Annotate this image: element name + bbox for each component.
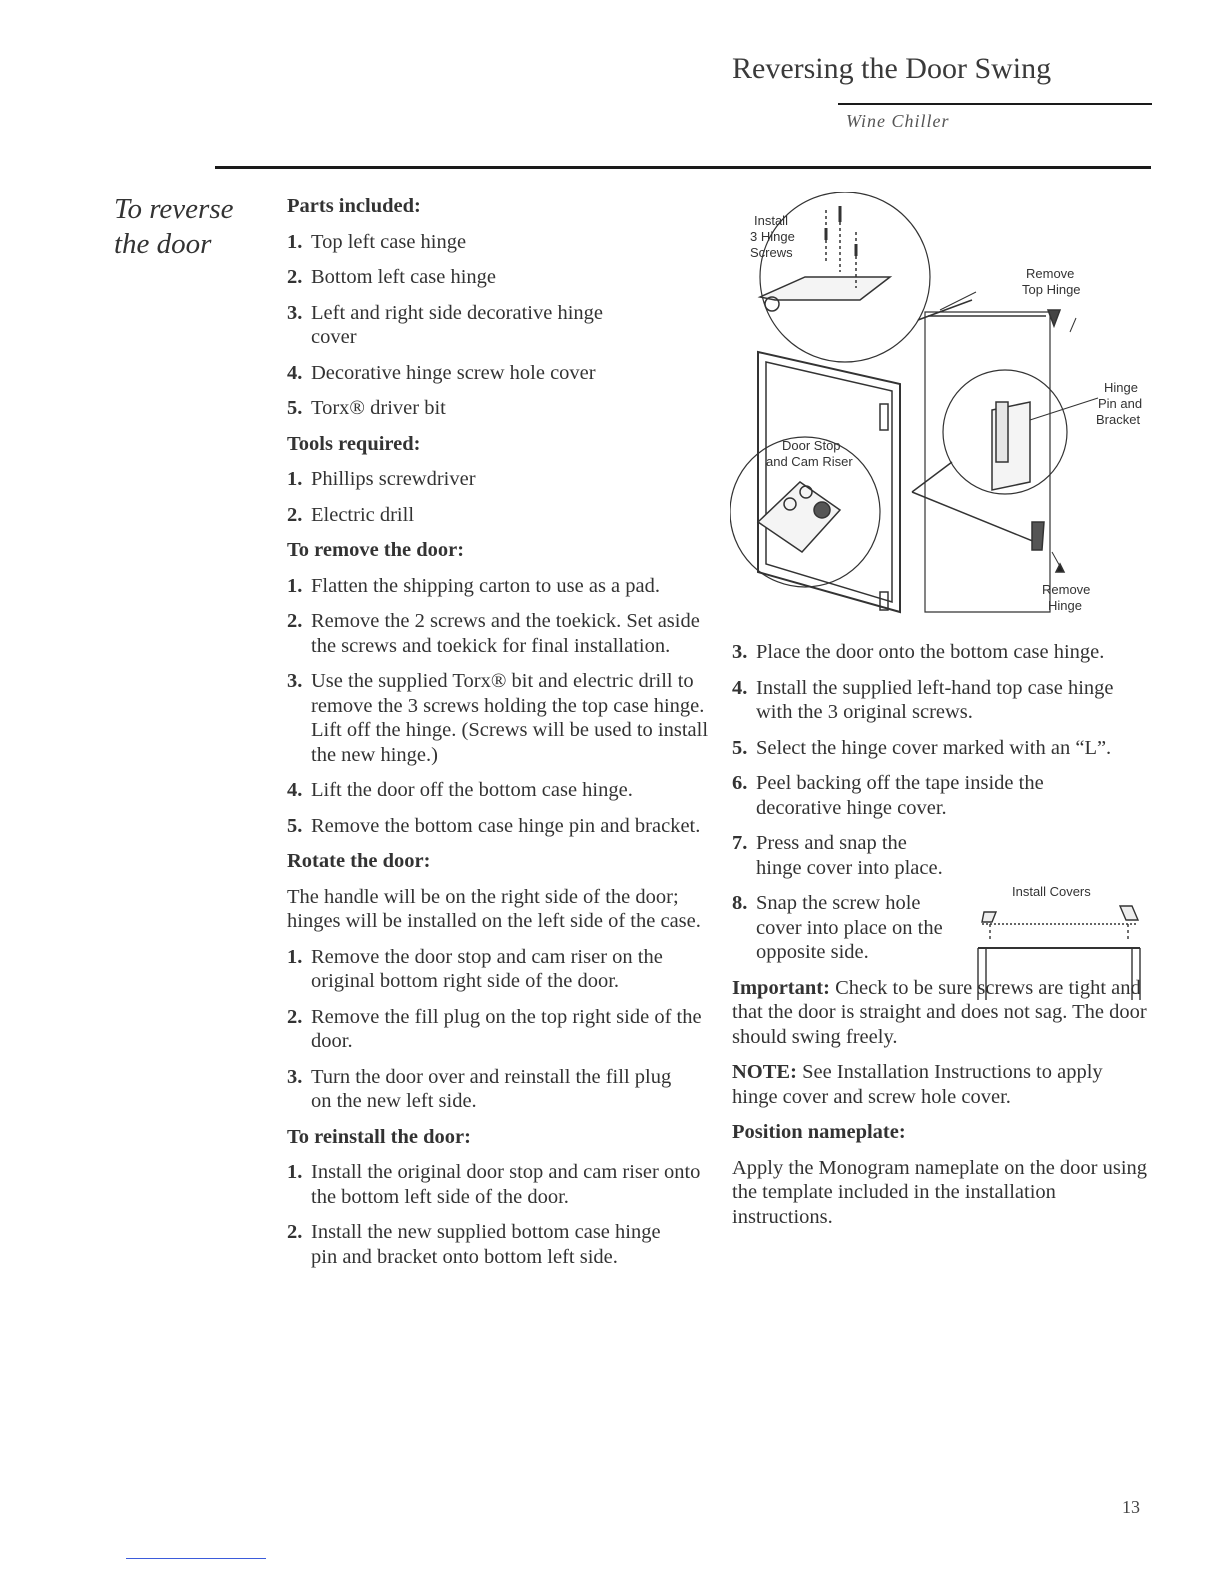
label-door-stop-2: and Cam Riser xyxy=(766,454,853,469)
list-item: 1. Phillips screwdriver xyxy=(287,468,476,490)
list-item: 1. Flatten the shipping carton to use as a pad. xyxy=(287,574,660,597)
list-item: 2. Electric drill xyxy=(287,503,415,526)
covers-diagram-svg xyxy=(970,876,1150,1016)
page-subtitle: Wine Chiller xyxy=(846,111,950,131)
header-rule-short xyxy=(838,103,1152,105)
nameplate-heading: Position nameplate: xyxy=(732,1121,906,1143)
header-rule-long xyxy=(215,166,1151,169)
footer-rule xyxy=(126,1558,266,1559)
note-paragraph: NOTE: See Installation Instructions to apply hinge cover and screw hole cover. xyxy=(732,1061,1103,1108)
label-install-2: 3 Hinge xyxy=(750,229,795,244)
page-number: 13 xyxy=(1122,1497,1140,1517)
remove-door-heading: To remove the door: xyxy=(287,539,465,561)
list-item: 3. Left and right side decorative hinge cover xyxy=(287,301,604,348)
reinstall-door-heading: To reinstall the door: xyxy=(287,1125,471,1148)
list-item: 1. Install the original door stop and cam riser onto the bottom left side of the door. xyxy=(287,1161,701,1208)
list-item: 5. Remove the bottom case hinge pin and bracket. xyxy=(287,814,701,837)
tools-heading: Tools required: xyxy=(287,432,421,455)
list-item: 2. Bottom left case hinge xyxy=(287,266,497,288)
list-item: 3. Turn the door over and reinstall the fill plug on the new left side. xyxy=(287,1065,672,1112)
important-paragraph: Important: Check to be sure screws are tight and that the door is straight and does not sag. The door should swing freely. xyxy=(732,976,1147,1048)
label-install-covers: Install Covers xyxy=(1012,884,1091,899)
list-item: 4. Install the supplied left-hand top case hinge with the 3 original screws. xyxy=(732,676,1114,723)
label-hinge-pin-1: Hinge xyxy=(1104,380,1138,395)
list-item: 1. Remove the door stop and cam riser on the original bottom right side of the door. xyxy=(287,945,663,992)
left-column xyxy=(287,194,717,1280)
page-title: Reversing the Door Swing xyxy=(732,52,1052,85)
install-covers-diagram xyxy=(970,876,1150,1016)
list-item: 3. Use the supplied Torx® bit and electric drill to remove the 3 screws holding the top case hinge. Lift off the hinge. (Screws will be used to install the new hinge.) xyxy=(287,670,709,766)
list-item: 1. Top left case hinge xyxy=(287,230,467,253)
label-install-3: Screws xyxy=(750,245,793,260)
list-item: 4. Lift the door off the bottom case hinge. xyxy=(287,779,633,801)
nameplate-paragraph: Apply the Monogram nameplate on the door using the template included in the installation instructions. xyxy=(732,1156,1148,1228)
list-item: 2. Remove the fill plug on the top right side of the door. xyxy=(287,1005,702,1052)
parts-heading: Parts included: xyxy=(287,195,421,217)
list-item: 7. Press and snap the hinge cover into place. xyxy=(732,832,943,879)
list-item: 6. Peel backing off the tape inside the decorative hinge cover. xyxy=(732,772,1044,819)
list-item: 2. Install the new supplied bottom case hinge pin and bracket onto bottom left side. xyxy=(287,1221,661,1268)
list-item: 3. Place the door onto the bottom case hinge. xyxy=(732,641,1105,663)
door-diagram-svg xyxy=(730,192,1150,622)
label-remove-top-1: Remove xyxy=(1026,266,1075,281)
list-item: 4. Decorative hinge screw hole cover xyxy=(287,361,596,384)
door-hinge-diagram xyxy=(730,192,1150,622)
rotate-door-heading: Rotate the door: xyxy=(287,850,431,872)
label-door-stop-1: Door Stop xyxy=(782,438,841,453)
list-item: 5. Select the hinge cover marked with an “L”. xyxy=(732,736,1112,759)
label-remove-hinge-1: Remove xyxy=(1042,582,1091,597)
label-remove-hinge-2: Hinge xyxy=(1048,598,1082,613)
section-heading: To reverse the door xyxy=(114,193,234,260)
list-item: 8. Snap the screw hole cover into place on the opposite side. xyxy=(732,892,943,963)
list-item: 5. Torx® driver bit xyxy=(287,397,446,419)
label-hinge-pin-2: Pin and xyxy=(1098,396,1143,411)
list-item: 2. Remove the 2 screws and the toekick. Set aside the screws and toekick for final installation. xyxy=(287,610,700,657)
label-hinge-pin-3: Bracket xyxy=(1096,412,1141,427)
rotate-paragraph: The handle will be on the right side of the door; hinges will be installed on the left side of the case. xyxy=(287,885,701,932)
label-remove-top-2: Top Hinge xyxy=(1022,282,1081,297)
label-install-1: Install xyxy=(754,213,788,228)
